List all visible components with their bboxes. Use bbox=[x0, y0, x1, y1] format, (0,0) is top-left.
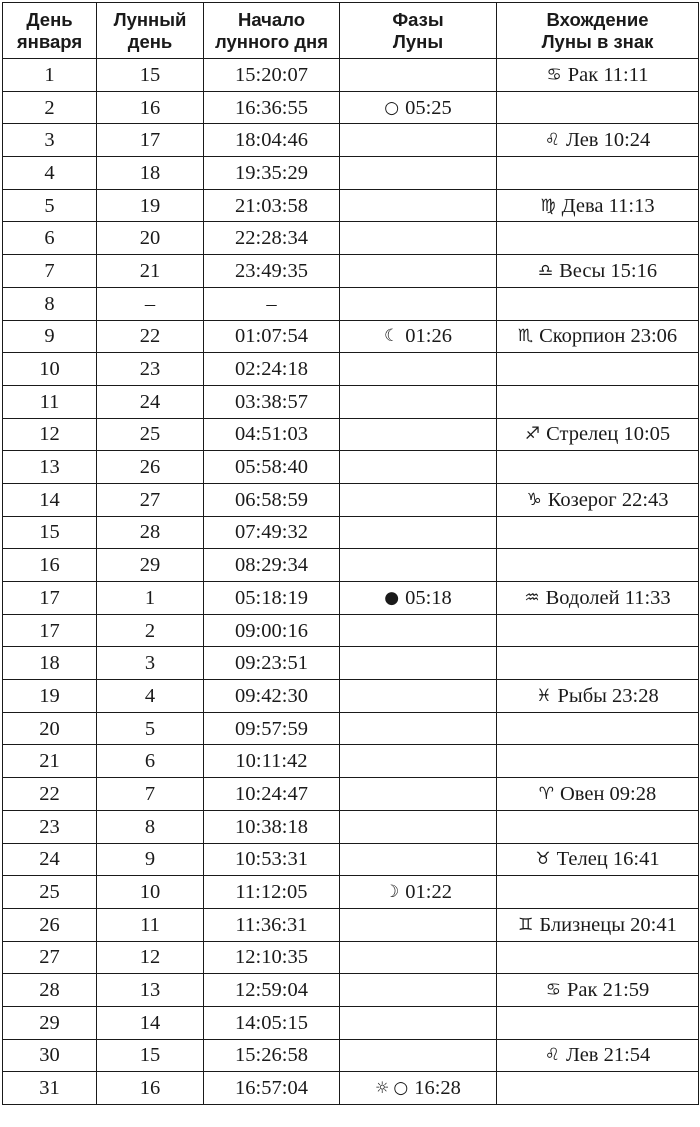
zodiac-sign-icon: ♌ bbox=[544, 130, 560, 151]
zodiac-entry-text: Рыбы 23:28 bbox=[557, 684, 659, 707]
cell-start-time: 04:51:03 bbox=[204, 418, 340, 451]
cell-lunar-day: 11 bbox=[97, 908, 204, 941]
moon-phase-time: 05:18 bbox=[405, 586, 452, 609]
cell-moon-phase bbox=[340, 712, 497, 745]
cell-zodiac-entry bbox=[497, 974, 699, 1007]
zodiac-sign-icon: ♎ bbox=[537, 260, 554, 281]
zodiac-entry-text: Водолей 11:33 bbox=[545, 586, 671, 609]
cell-day: 17 bbox=[3, 614, 97, 647]
moon-phase-time: 16:28 bbox=[414, 1077, 461, 1100]
cell-moon-phase bbox=[340, 745, 497, 778]
table-row bbox=[3, 255, 699, 288]
cell-day: 8 bbox=[3, 287, 97, 320]
cell-moon-phase bbox=[340, 908, 497, 941]
cell-day: 19 bbox=[3, 680, 97, 713]
cell-lunar-day: 14 bbox=[97, 1006, 204, 1039]
cell-start-time: – bbox=[204, 287, 340, 320]
header-start-line-1: Начало bbox=[237, 8, 306, 30]
cell-moon-phase bbox=[340, 810, 497, 843]
zodiac-entry-text: Скорпион 23:06 bbox=[539, 325, 678, 348]
cell-moon-phase bbox=[340, 418, 497, 451]
moon-phase-icon: ☽ bbox=[384, 882, 400, 903]
table-row bbox=[3, 451, 699, 484]
cell-day: 28 bbox=[3, 974, 97, 1007]
cell-start-time: 09:42:30 bbox=[204, 680, 340, 713]
zodiac-entry-text: Лев 10:24 bbox=[565, 129, 651, 152]
table-row bbox=[3, 124, 699, 157]
header-start bbox=[204, 3, 340, 59]
zodiac-sign-icon: ♈ bbox=[538, 783, 554, 804]
cell-moon-phase bbox=[340, 680, 497, 713]
header-entry-line-1: Вхождение bbox=[546, 8, 649, 30]
cell-moon-phase bbox=[340, 876, 497, 909]
cell-day: 7 bbox=[3, 255, 97, 288]
cell-start-time: 01:07:54 bbox=[204, 320, 340, 353]
cell-moon-phase bbox=[340, 320, 497, 353]
cell-zodiac-entry bbox=[497, 516, 699, 549]
cell-zodiac-entry bbox=[497, 1072, 699, 1105]
table-row bbox=[3, 810, 699, 843]
header-start-line-2: лунного дня bbox=[214, 30, 329, 52]
cell-lunar-day: 27 bbox=[97, 483, 204, 516]
cell-zodiac-entry bbox=[497, 483, 699, 516]
cell-day: 16 bbox=[3, 549, 97, 582]
cell-start-time: 06:58:59 bbox=[204, 483, 340, 516]
cell-day: 15 bbox=[3, 516, 97, 549]
cell-zodiac-entry bbox=[497, 255, 699, 288]
cell-day: 31 bbox=[3, 1072, 97, 1105]
cell-moon-phase bbox=[340, 1006, 497, 1039]
table-row bbox=[3, 843, 699, 876]
cell-zodiac-entry bbox=[497, 418, 699, 451]
cell-lunar-day: 19 bbox=[97, 189, 204, 222]
cell-start-time: 21:03:58 bbox=[204, 189, 340, 222]
cell-start-time: 05:18:19 bbox=[204, 582, 340, 615]
cell-zodiac-entry bbox=[497, 614, 699, 647]
cell-moon-phase bbox=[340, 941, 497, 974]
cell-lunar-day: 1 bbox=[97, 582, 204, 615]
table-row bbox=[3, 647, 699, 680]
cell-zodiac-entry bbox=[497, 778, 699, 811]
header-lunar-day bbox=[97, 3, 204, 59]
cell-zodiac-entry bbox=[497, 451, 699, 484]
table-row bbox=[3, 59, 699, 92]
cell-lunar-day: 6 bbox=[97, 745, 204, 778]
table-row bbox=[3, 745, 699, 778]
cell-zodiac-entry bbox=[497, 712, 699, 745]
zodiac-sign-icon: ♌ bbox=[544, 1045, 560, 1066]
cell-zodiac-entry bbox=[497, 647, 699, 680]
cell-lunar-day: 16 bbox=[97, 91, 204, 124]
cell-moon-phase bbox=[340, 614, 497, 647]
cell-moon-phase bbox=[340, 124, 497, 157]
cell-start-time: 09:23:51 bbox=[204, 647, 340, 680]
cell-zodiac-entry bbox=[497, 189, 699, 222]
cell-start-time: 12:59:04 bbox=[204, 974, 340, 1007]
zodiac-entry-text: Рак 11:11 bbox=[567, 63, 649, 86]
cell-start-time: 10:24:47 bbox=[204, 778, 340, 811]
cell-zodiac-entry bbox=[497, 680, 699, 713]
cell-day: 13 bbox=[3, 451, 97, 484]
cell-day: 30 bbox=[3, 1039, 97, 1072]
cell-lunar-day: 20 bbox=[97, 222, 204, 255]
table-row bbox=[3, 516, 699, 549]
cell-day: 14 bbox=[3, 483, 97, 516]
cell-zodiac-entry bbox=[497, 1006, 699, 1039]
table-row bbox=[3, 189, 699, 222]
moon-phase-icon: ☾ bbox=[384, 326, 400, 347]
cell-zodiac-entry bbox=[497, 222, 699, 255]
cell-moon-phase bbox=[340, 385, 497, 418]
cell-lunar-day: 23 bbox=[97, 353, 204, 386]
table-row bbox=[3, 1039, 699, 1072]
zodiac-entry-text: Близнецы 20:41 bbox=[539, 913, 677, 936]
table-row bbox=[3, 549, 699, 582]
cell-start-time: 19:35:29 bbox=[204, 157, 340, 190]
cell-day: 23 bbox=[3, 810, 97, 843]
table-row bbox=[3, 941, 699, 974]
cell-day: 25 bbox=[3, 876, 97, 909]
cell-day: 18 bbox=[3, 647, 97, 680]
cell-moon-phase bbox=[340, 287, 497, 320]
zodiac-entry-text: Стрелец 10:05 bbox=[546, 423, 671, 446]
moon-phase-time: 01:22 bbox=[405, 881, 452, 904]
cell-moon-phase bbox=[340, 778, 497, 811]
moon-phase-icon: ● bbox=[384, 587, 400, 608]
cell-start-time: 22:28:34 bbox=[204, 222, 340, 255]
lunar-calendar-table bbox=[2, 2, 699, 1105]
moon-phase-icon: ○ bbox=[393, 1078, 409, 1099]
cell-start-time: 10:11:42 bbox=[204, 745, 340, 778]
cell-lunar-day: 10 bbox=[97, 876, 204, 909]
cell-moon-phase bbox=[340, 1039, 497, 1072]
header-lunar-day-line-2: день bbox=[127, 30, 173, 52]
cell-lunar-day: 5 bbox=[97, 712, 204, 745]
cell-start-time: 18:04:46 bbox=[204, 124, 340, 157]
header-entry bbox=[497, 3, 699, 59]
table-row bbox=[3, 582, 699, 615]
table-header bbox=[3, 3, 699, 59]
moon-phase-time: 05:25 bbox=[405, 96, 452, 119]
cell-day: 4 bbox=[3, 157, 97, 190]
header-day-line-2: января bbox=[16, 30, 83, 52]
cell-zodiac-entry bbox=[497, 124, 699, 157]
table-row bbox=[3, 222, 699, 255]
table-row bbox=[3, 908, 699, 941]
cell-moon-phase bbox=[340, 157, 497, 190]
cell-lunar-day: 29 bbox=[97, 549, 204, 582]
zodiac-entry-text: Рак 21:59 bbox=[566, 979, 650, 1002]
table-row bbox=[3, 385, 699, 418]
cell-day: 2 bbox=[3, 91, 97, 124]
cell-zodiac-entry bbox=[497, 59, 699, 92]
cell-start-time: 10:38:18 bbox=[204, 810, 340, 843]
table-row bbox=[3, 320, 699, 353]
cell-zodiac-entry bbox=[497, 745, 699, 778]
table-row bbox=[3, 1072, 699, 1105]
table-row bbox=[3, 418, 699, 451]
cell-start-time: 23:49:35 bbox=[204, 255, 340, 288]
cell-zodiac-entry bbox=[497, 549, 699, 582]
cell-lunar-day: 9 bbox=[97, 843, 204, 876]
cell-start-time: 10:53:31 bbox=[204, 843, 340, 876]
cell-zodiac-entry bbox=[497, 908, 699, 941]
cell-start-time: 14:05:15 bbox=[204, 1006, 340, 1039]
cell-lunar-day: 13 bbox=[97, 974, 204, 1007]
zodiac-sign-icon: ♐ bbox=[524, 424, 541, 445]
cell-zodiac-entry bbox=[497, 320, 699, 353]
zodiac-entry-text: Лев 21:54 bbox=[565, 1044, 651, 1067]
cell-day: 6 bbox=[3, 222, 97, 255]
cell-lunar-day: 16 bbox=[97, 1072, 204, 1105]
cell-moon-phase bbox=[340, 91, 497, 124]
cell-lunar-day: 17 bbox=[97, 124, 204, 157]
header-row bbox=[3, 3, 699, 59]
cell-moon-phase bbox=[340, 483, 497, 516]
cell-lunar-day: 4 bbox=[97, 680, 204, 713]
cell-moon-phase bbox=[340, 451, 497, 484]
cell-zodiac-entry bbox=[497, 157, 699, 190]
sun-eclipse-icon: ☼ bbox=[375, 1078, 390, 1098]
cell-start-time: 02:24:18 bbox=[204, 353, 340, 386]
table-row bbox=[3, 680, 699, 713]
zodiac-entry-text: Овен 09:28 bbox=[559, 782, 657, 805]
zodiac-entry-text: Весы 15:16 bbox=[559, 259, 658, 282]
zodiac-sign-icon: ♋ bbox=[546, 64, 562, 85]
cell-day: 20 bbox=[3, 712, 97, 745]
header-phases bbox=[340, 3, 497, 59]
cell-moon-phase bbox=[340, 974, 497, 1007]
table-row bbox=[3, 353, 699, 386]
cell-zodiac-entry bbox=[497, 385, 699, 418]
cell-lunar-day: 3 bbox=[97, 647, 204, 680]
cell-zodiac-entry bbox=[497, 810, 699, 843]
cell-zodiac-entry bbox=[497, 1039, 699, 1072]
table-row bbox=[3, 287, 699, 320]
cell-day: 10 bbox=[3, 353, 97, 386]
cell-moon-phase bbox=[340, 189, 497, 222]
cell-day: 17 bbox=[3, 582, 97, 615]
cell-start-time: 16:36:55 bbox=[204, 91, 340, 124]
cell-lunar-day: 12 bbox=[97, 941, 204, 974]
cell-moon-phase bbox=[340, 582, 497, 615]
cell-day: 9 bbox=[3, 320, 97, 353]
cell-day: 1 bbox=[3, 59, 97, 92]
cell-day: 24 bbox=[3, 843, 97, 876]
cell-lunar-day: 15 bbox=[97, 1039, 204, 1072]
table-row bbox=[3, 614, 699, 647]
table-row bbox=[3, 712, 699, 745]
cell-lunar-day: 24 bbox=[97, 385, 204, 418]
zodiac-sign-icon: ♉ bbox=[535, 849, 551, 870]
header-lunar-day-line-1: Лунный bbox=[113, 8, 187, 30]
zodiac-sign-icon: ♋ bbox=[545, 980, 561, 1001]
table-row bbox=[3, 91, 699, 124]
cell-start-time: 12:10:35 bbox=[204, 941, 340, 974]
cell-lunar-day: 2 bbox=[97, 614, 204, 647]
cell-day: 22 bbox=[3, 778, 97, 811]
cell-lunar-day: 18 bbox=[97, 157, 204, 190]
zodiac-sign-icon: ♑ bbox=[526, 489, 542, 510]
cell-start-time: 08:29:34 bbox=[204, 549, 340, 582]
cell-start-time: 11:36:31 bbox=[204, 908, 340, 941]
zodiac-entry-text: Козерог 22:43 bbox=[547, 488, 669, 511]
table-row bbox=[3, 876, 699, 909]
header-day-line-1: День bbox=[26, 8, 73, 30]
cell-day: 5 bbox=[3, 189, 97, 222]
cell-lunar-day: 7 bbox=[97, 778, 204, 811]
table-row bbox=[3, 974, 699, 1007]
table-row bbox=[3, 157, 699, 190]
table-row bbox=[3, 778, 699, 811]
cell-start-time: 15:26:58 bbox=[204, 1039, 340, 1072]
cell-day: 27 bbox=[3, 941, 97, 974]
table-row bbox=[3, 483, 699, 516]
cell-start-time: 09:00:16 bbox=[204, 614, 340, 647]
zodiac-entry-text: Телец 16:41 bbox=[556, 848, 660, 871]
cell-zodiac-entry bbox=[497, 582, 699, 615]
moon-phase-icon: ○ bbox=[384, 97, 400, 118]
cell-day: 29 bbox=[3, 1006, 97, 1039]
cell-day: 11 bbox=[3, 385, 97, 418]
table-row bbox=[3, 1006, 699, 1039]
zodiac-sign-icon: ♍ bbox=[540, 195, 556, 216]
cell-lunar-day: – bbox=[97, 287, 204, 320]
cell-moon-phase bbox=[340, 255, 497, 288]
cell-start-time: 03:38:57 bbox=[204, 385, 340, 418]
cell-lunar-day: 21 bbox=[97, 255, 204, 288]
zodiac-entry-text: Дева 11:13 bbox=[561, 194, 655, 217]
moon-phase-time: 01:26 bbox=[405, 325, 452, 348]
header-day bbox=[3, 3, 97, 59]
cell-moon-phase bbox=[340, 222, 497, 255]
cell-zodiac-entry bbox=[497, 843, 699, 876]
cell-start-time: 11:12:05 bbox=[204, 876, 340, 909]
cell-zodiac-entry bbox=[497, 91, 699, 124]
cell-day: 21 bbox=[3, 745, 97, 778]
header-entry-line-2: Луны в знак bbox=[541, 30, 654, 52]
cell-start-time: 07:49:32 bbox=[204, 516, 340, 549]
cell-day: 26 bbox=[3, 908, 97, 941]
cell-lunar-day: 26 bbox=[97, 451, 204, 484]
header-phases-line-2: Луны bbox=[392, 30, 444, 52]
zodiac-sign-icon: ♊ bbox=[518, 914, 534, 935]
cell-moon-phase bbox=[340, 516, 497, 549]
cell-moon-phase bbox=[340, 843, 497, 876]
cell-start-time: 15:20:07 bbox=[204, 59, 340, 92]
cell-lunar-day: 8 bbox=[97, 810, 204, 843]
cell-zodiac-entry bbox=[497, 941, 699, 974]
zodiac-sign-icon: ♏ bbox=[517, 326, 534, 347]
cell-moon-phase bbox=[340, 549, 497, 582]
cell-start-time: 05:58:40 bbox=[204, 451, 340, 484]
cell-moon-phase bbox=[340, 1072, 497, 1105]
cell-zodiac-entry bbox=[497, 876, 699, 909]
cell-moon-phase bbox=[340, 647, 497, 680]
cell-start-time: 16:57:04 bbox=[204, 1072, 340, 1105]
cell-zodiac-entry bbox=[497, 353, 699, 386]
cell-day: 12 bbox=[3, 418, 97, 451]
cell-lunar-day: 22 bbox=[97, 320, 204, 353]
cell-zodiac-entry bbox=[497, 287, 699, 320]
cell-moon-phase bbox=[340, 353, 497, 386]
cell-lunar-day: 28 bbox=[97, 516, 204, 549]
cell-start-time: 09:57:59 bbox=[204, 712, 340, 745]
cell-moon-phase bbox=[340, 59, 497, 92]
zodiac-sign-icon: ♒ bbox=[524, 587, 540, 608]
zodiac-sign-icon: ♓ bbox=[536, 685, 552, 706]
cell-lunar-day: 25 bbox=[97, 418, 204, 451]
cell-lunar-day: 15 bbox=[97, 59, 204, 92]
cell-day: 3 bbox=[3, 124, 97, 157]
header-phases-line-1: Фазы bbox=[392, 8, 444, 30]
table-body bbox=[3, 59, 699, 1105]
